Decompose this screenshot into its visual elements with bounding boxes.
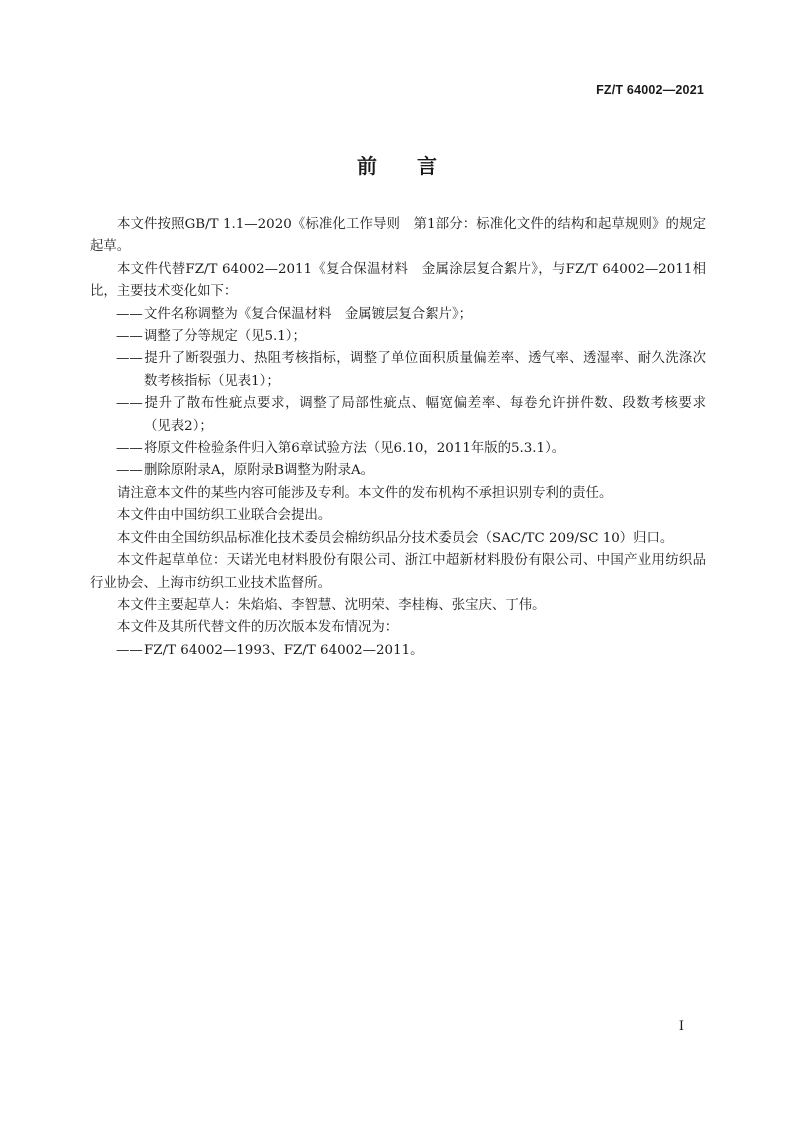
page-number: I bbox=[678, 1019, 684, 1034]
paragraph-patent-notice: 请注意本文件的某些内容可能涉及专利。本文件的发布机构不承担识别专利的责任。 bbox=[117, 485, 613, 501]
dash-marker: —— bbox=[116, 463, 143, 479]
change-item-3 bbox=[90, 348, 706, 393]
change-item-text: 文件名称调整为《复合保温材料 金属镀层复合絮片》； bbox=[144, 306, 473, 322]
paragraph-proposed-by: 本文件由中国纺织工业联合会提出。 bbox=[117, 508, 332, 524]
title-char-1: 前 bbox=[357, 154, 377, 178]
change-item-text: 调整了分等规定（见5.1）； bbox=[144, 329, 306, 345]
change-item-2 bbox=[90, 326, 706, 348]
dash-marker: —— bbox=[116, 441, 143, 457]
change-item-text: 将原文件检验条件归入第6章试验方法（见6.10，2011年版的5.3.1）。 bbox=[144, 441, 566, 457]
change-item-text: 提升了断裂强力、热阻考核指标，调整了单位面积质量偏差率、透气率、透湿率、耐久洗涤次数考核指标（见表1）； bbox=[144, 351, 706, 389]
change-item-text: 提升了散布性疵点要求，调整了局部性疵点、幅宽偏差率、每卷允许拼件数、段数考核要求（见表2）； bbox=[144, 396, 706, 434]
change-item-text: 删除原附录A，原附录B调整为附录A。 bbox=[144, 463, 375, 479]
change-item-1 bbox=[90, 304, 706, 326]
title-char-2: 言 bbox=[417, 154, 437, 178]
dash-marker: —— bbox=[116, 306, 143, 322]
paragraph-drafting-basis: 本文件按照GB/T 1.1—2020《标准化工作导则 第1部分：标准化文件的结构和起草规则》的规定起草。 bbox=[90, 217, 706, 255]
dash-marker: —— bbox=[116, 642, 143, 658]
version-history-text: FZ/T 64002—1993、FZ/T 64002—2011。 bbox=[144, 642, 424, 658]
paragraph-drafting-units: 本文件起草单位：天诺光电材料股份有限公司、浙江中超新材料股份有限公司、中国产业用纺织品行业协会、上海市纺织工业技术监督所。 bbox=[90, 553, 706, 591]
dash-marker: —— bbox=[116, 329, 143, 345]
dash-marker: —— bbox=[116, 396, 143, 412]
paragraph-replacement: 本文件代替FZ/T 64002—2011《复合保温材料 金属涂层复合絮片》，与FZ/T 64002—2011相比，主要技术变化如下： bbox=[90, 261, 706, 300]
change-item-4 bbox=[90, 393, 706, 438]
paragraph-technical-committee: 本文件由全国纺织品标准化技术委员会棉纺织品分技术委员会（SAC/TC 209/SC 10）归口。 bbox=[117, 530, 674, 546]
foreword-body bbox=[90, 214, 706, 662]
page-title bbox=[0, 150, 794, 179]
paragraph-drafters: 本文件主要起草人：朱焰焰、李智慧、沈明荣、李桂梅、张宝庆、丁伟。 bbox=[117, 597, 546, 613]
dash-marker: —— bbox=[116, 351, 143, 367]
paragraph-version-history: 本文件及其所代替文件的历次版本发布情况为： bbox=[117, 620, 399, 636]
version-history-item bbox=[90, 640, 706, 662]
document-code: FZ/T 64002—2021 bbox=[596, 83, 704, 97]
change-item-5 bbox=[90, 438, 706, 460]
change-item-6 bbox=[90, 460, 706, 482]
